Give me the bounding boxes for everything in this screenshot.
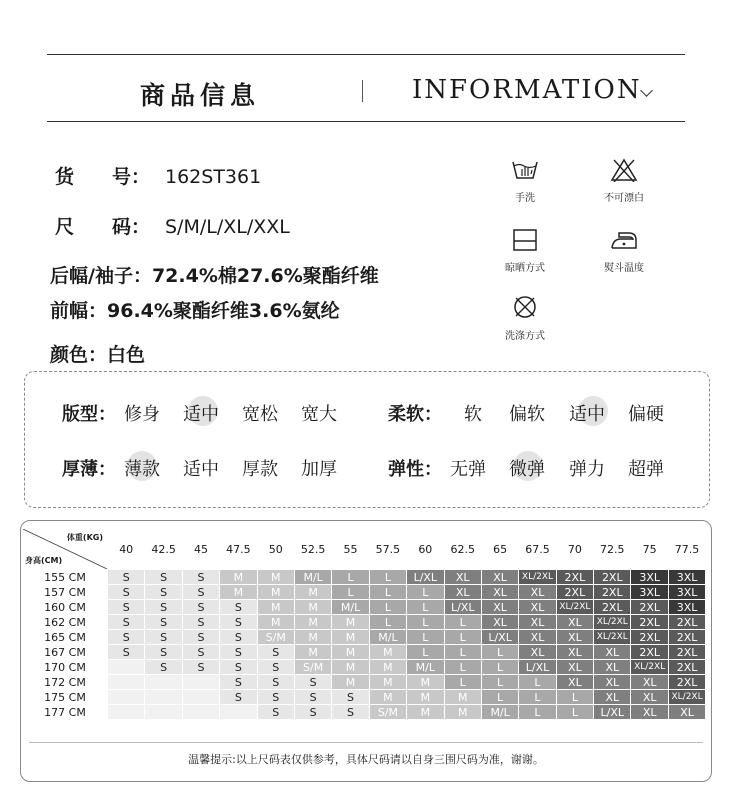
size-cell: L (407, 585, 444, 600)
size-cell: XL (481, 600, 518, 615)
size-cell: M (294, 585, 331, 600)
weight-col-header: 57.5 (369, 529, 406, 570)
size-cell: 2XL (631, 615, 668, 630)
size-cell: S (220, 600, 257, 615)
size-cell: L (369, 600, 406, 615)
front-label: 前幅： (50, 300, 108, 322)
fit-label: 版型： (62, 404, 116, 425)
size-cell: S (182, 630, 219, 645)
size-label: 尺 码： (55, 216, 151, 238)
height-row-header: 172 CM (23, 675, 108, 690)
size-cell: L/XL (407, 570, 444, 585)
height-row-header: 162 CM (23, 615, 108, 630)
size-cell: L/XL (444, 600, 481, 615)
softness-option: 偏硬 (628, 404, 664, 425)
size-cell: M (294, 630, 331, 645)
size-cell: 3XL (631, 570, 668, 585)
size-cell: S (108, 585, 145, 600)
size-cell: L (444, 645, 481, 660)
drying-icon (511, 228, 539, 252)
size-cell: XL (519, 585, 556, 600)
size-cell: S (332, 705, 369, 720)
care-no-bleach (594, 158, 654, 204)
sku-label: 货 号： (55, 166, 151, 188)
size-cell: L (332, 585, 369, 600)
fit-option: 适中 (183, 404, 219, 425)
size-cell: L (481, 660, 518, 675)
size-table-corner (23, 529, 108, 570)
weight-col-header: 62.5 (444, 529, 481, 570)
size-cell: S (108, 615, 145, 630)
color-value: 白色 (107, 344, 146, 366)
size-cell: XL (481, 615, 518, 630)
thickness-option: 薄款 (124, 459, 160, 480)
size-cell: M (444, 705, 481, 720)
size-cell: XL (556, 660, 593, 675)
title-cn: 商品信息 (140, 81, 261, 110)
size-cell: 2XL (556, 570, 593, 585)
softness-option: 偏软 (509, 404, 545, 425)
size-cell: S (257, 645, 294, 660)
care-caption-dry: 晾晒方式 (505, 263, 545, 274)
size-cell: M (257, 615, 294, 630)
size-cell: S (145, 660, 182, 675)
size-cell: M (444, 690, 481, 705)
size-cell: M (294, 615, 331, 630)
height-row-header: 175 CM (23, 690, 108, 705)
weight-col-header: 47.5 (220, 529, 257, 570)
size-cell: L (444, 615, 481, 630)
size-cell: L (369, 570, 406, 585)
size-table-header (23, 529, 706, 570)
size-cell: L (444, 630, 481, 645)
weight-col-header: 42.5 (145, 529, 182, 570)
elasticity-label: 弹性： (388, 459, 442, 480)
size-cell: L (481, 675, 518, 690)
size-cell: 2XL (668, 660, 705, 675)
size-cell: 2XL (631, 645, 668, 660)
color-line (50, 340, 145, 367)
size-cell: S (182, 570, 219, 585)
size-cell: M (407, 675, 444, 690)
size-cell: XL (481, 570, 518, 585)
size-cell: XL (481, 585, 518, 600)
softness-option: 适中 (569, 404, 605, 425)
size-cell: XL (594, 675, 631, 690)
size-cell: XL/2XL (556, 600, 593, 615)
size-cell: L (519, 705, 556, 720)
size-cell: M (332, 615, 369, 630)
size-cell: S (108, 630, 145, 645)
title-en: INFORMATION (412, 75, 642, 105)
size-cell: M (369, 645, 406, 660)
size-cell: L (444, 675, 481, 690)
size-cell: L (407, 600, 444, 615)
size-row (23, 705, 706, 720)
height-row-header: 177 CM (23, 705, 108, 720)
size-cell: XL (668, 705, 705, 720)
no-tumble-dry-icon (511, 294, 539, 320)
weight-col-header: 75 (631, 529, 668, 570)
weight-col-header: 60 (407, 529, 444, 570)
size-cell: S (182, 660, 219, 675)
size-cell: XL (556, 615, 593, 630)
back-value: 72.4%棉27.6%聚酯纤维 (151, 265, 379, 287)
size-cell: 2XL (668, 645, 705, 660)
size-cell: M (294, 600, 331, 615)
size-cell: XL (594, 690, 631, 705)
size-cell: 3XL (668, 570, 705, 585)
size-cell: XL (594, 660, 631, 675)
thickness-row (62, 455, 116, 481)
size-cell (220, 705, 257, 720)
weight-col-header: 55 (332, 529, 369, 570)
size-cell: XL (444, 570, 481, 585)
size-cell: M/L (332, 600, 369, 615)
size-cell: 2XL (668, 615, 705, 630)
size-cell: S (294, 690, 331, 705)
size-cell: M (332, 630, 369, 645)
size-cell: S/M (369, 705, 406, 720)
size-cell: M/L (294, 570, 331, 585)
size-cell: M/L (369, 630, 406, 645)
size-cell: L (407, 630, 444, 645)
size-cell: 2XL (631, 600, 668, 615)
thickness-option: 厚款 (242, 459, 278, 480)
size-cell: XL/2XL (594, 615, 631, 630)
size-cell: 2XL (668, 630, 705, 645)
size-cell: 2XL (594, 585, 631, 600)
size-note: 温馨提示:以上尺码表仅供参考，具体尺码请以自身三围尺码为准，谢谢。 (188, 753, 544, 766)
fit-option: 宽松 (242, 404, 278, 425)
attribute-box (24, 371, 710, 508)
header-bottom-rule (47, 121, 685, 122)
care-dry (495, 228, 555, 274)
size-cell: M (332, 645, 369, 660)
size-cell: XL (556, 630, 593, 645)
size-cell: XL (631, 690, 668, 705)
size-cell: S (257, 660, 294, 675)
size-cell (145, 690, 182, 705)
size-cell: M (369, 675, 406, 690)
size-cell: S (294, 675, 331, 690)
size-cell: 3XL (631, 585, 668, 600)
size-row (23, 660, 706, 675)
size-cell: S (257, 675, 294, 690)
size-cell: M/L (481, 705, 518, 720)
size-cell: M (332, 675, 369, 690)
size-row (23, 690, 706, 705)
care-caption-wash: 洗涤方式 (505, 331, 545, 342)
back-material-line (50, 261, 379, 288)
color-label: 颜色： (50, 344, 108, 366)
care-caption-no-bleach: 不可漂白 (604, 193, 644, 204)
size-cell: S/M (257, 630, 294, 645)
size-table-body (23, 570, 706, 720)
size-value: S/M/L/XL/XXL (165, 216, 290, 238)
size-cell: 2XL (668, 675, 705, 690)
size-cell: L (369, 585, 406, 600)
height-header: 身高(CM) (25, 556, 63, 565)
size-cell: XL (556, 675, 593, 690)
fit-option: 修身 (124, 404, 160, 425)
size-table (23, 529, 706, 720)
size-cell: M (257, 570, 294, 585)
size-row (23, 645, 706, 660)
size-cell: 3XL (668, 585, 705, 600)
size-cell: M (257, 585, 294, 600)
size-cell: L/XL (481, 630, 518, 645)
size-cell: L (369, 615, 406, 630)
size-cell: 2XL (594, 600, 631, 615)
size-cell: S (257, 705, 294, 720)
softness-row (388, 400, 442, 426)
size-cell: XL (519, 645, 556, 660)
height-row-header: 167 CM (23, 645, 108, 660)
size-cell: S (182, 585, 219, 600)
elasticity-option: 无弹 (450, 459, 486, 480)
height-row-header: 165 CM (23, 630, 108, 645)
elasticity-option: 超弹 (628, 459, 664, 480)
height-row-header: 155 CM (23, 570, 108, 585)
size-cell: M (257, 600, 294, 615)
size-cell: M (220, 570, 257, 585)
size-cell: M (407, 705, 444, 720)
size-cell (108, 660, 145, 675)
size-row (23, 675, 706, 690)
iron-icon (609, 228, 639, 252)
size-cell: S (145, 570, 182, 585)
care-hand-wash (495, 158, 555, 204)
size-cell: 2XL (556, 585, 593, 600)
size-cell: XL (519, 600, 556, 615)
thickness-label: 厚薄： (62, 459, 116, 480)
weight-col-header: 52.5 (294, 529, 331, 570)
thickness-option: 适中 (183, 459, 219, 480)
front-material-line (50, 296, 340, 323)
sku-value: 162ST361 (165, 166, 262, 188)
sku-line (55, 162, 261, 189)
size-cell: XL/2XL (668, 690, 705, 705)
weight-col-header: 40 (108, 529, 145, 570)
chevron-down-icon (640, 84, 653, 97)
size-cell: S (332, 690, 369, 705)
size-cell: L/XL (594, 705, 631, 720)
size-row (23, 615, 706, 630)
size-row (23, 630, 706, 645)
size-cell: L (556, 690, 593, 705)
title-separator (362, 80, 363, 102)
size-cell (182, 705, 219, 720)
size-cell: XL (631, 675, 668, 690)
size-cell: XL (556, 645, 593, 660)
size-line (55, 212, 290, 239)
size-cell: S (108, 645, 145, 660)
size-cell: S (182, 600, 219, 615)
weight-header: 体重(KG) (66, 533, 103, 542)
size-cell: S (145, 615, 182, 630)
size-cell: 2XL (631, 630, 668, 645)
size-cell: L (519, 675, 556, 690)
size-cell: L (481, 645, 518, 660)
height-row-header: 160 CM (23, 600, 108, 615)
size-cell: L (556, 705, 593, 720)
size-cell: XL/2XL (631, 660, 668, 675)
size-row (23, 600, 706, 615)
size-cell: S (220, 675, 257, 690)
size-cell: M (220, 585, 257, 600)
size-cell: XL/2XL (594, 630, 631, 645)
front-value: 96.4%聚酯纤维3.6%氨纶 (107, 300, 340, 322)
size-cell: L (332, 570, 369, 585)
size-cell: XL/2XL (519, 570, 556, 585)
size-cell: S (220, 645, 257, 660)
size-cell: XL (519, 615, 556, 630)
no-bleach-icon (610, 158, 638, 182)
size-cell: S (220, 660, 257, 675)
hand-wash-icon (511, 158, 539, 182)
elasticity-option: 弹力 (569, 459, 605, 480)
care-iron (594, 228, 654, 274)
size-cell (182, 690, 219, 705)
size-cell (145, 675, 182, 690)
care-wash (495, 294, 555, 342)
size-cell: 3XL (668, 600, 705, 615)
size-cell (108, 705, 145, 720)
size-cell (108, 690, 145, 705)
size-cell: L (407, 615, 444, 630)
note-divider (29, 742, 703, 743)
size-cell (145, 705, 182, 720)
weight-col-header: 70 (556, 529, 593, 570)
size-cell: S (220, 615, 257, 630)
size-cell: S (257, 690, 294, 705)
size-cell: XL (631, 705, 668, 720)
fit-option: 宽大 (301, 404, 337, 425)
softness-label: 柔软： (388, 404, 442, 425)
weight-col-header: 65 (481, 529, 518, 570)
elasticity-row (388, 455, 442, 481)
weight-col-header: 67.5 (519, 529, 556, 570)
weight-col-header: 45 (182, 529, 219, 570)
care-caption-hand-wash: 手洗 (515, 193, 535, 204)
size-cell: M (294, 645, 331, 660)
top-rule (47, 54, 685, 55)
weight-col-header: 50 (257, 529, 294, 570)
softness-option: 软 (464, 404, 482, 425)
size-cell: M (369, 690, 406, 705)
thickness-option: 加厚 (301, 459, 337, 480)
weight-col-header: 72.5 (594, 529, 631, 570)
size-cell: S (182, 645, 219, 660)
size-cell: S (220, 630, 257, 645)
size-cell: XL (519, 630, 556, 645)
size-cell: XL (594, 645, 631, 660)
size-cell: L (444, 660, 481, 675)
size-cell: 2XL (594, 570, 631, 585)
height-row-header: 170 CM (23, 660, 108, 675)
size-cell: M/L (407, 660, 444, 675)
size-row (23, 585, 706, 600)
size-table-card (20, 520, 712, 782)
size-cell: S (220, 690, 257, 705)
size-cell: S (145, 645, 182, 660)
size-row (23, 570, 706, 585)
size-cell: L/XL (519, 660, 556, 675)
size-cell: S (145, 600, 182, 615)
fit-row (62, 400, 116, 426)
size-cell: M (407, 690, 444, 705)
care-caption-iron: 熨斗温度 (604, 263, 644, 274)
size-cell (108, 675, 145, 690)
size-cell: S (108, 570, 145, 585)
size-cell: L (407, 645, 444, 660)
elasticity-option: 微弹 (509, 459, 545, 480)
size-cell: S (145, 630, 182, 645)
size-cell: S (294, 705, 331, 720)
size-cell: S/M (294, 660, 331, 675)
size-cell (182, 675, 219, 690)
size-cell: S (108, 600, 145, 615)
size-cell: M (369, 660, 406, 675)
size-cell: L (481, 690, 518, 705)
weight-col-header: 77.5 (668, 529, 705, 570)
height-row-header: 157 CM (23, 585, 108, 600)
size-cell: S (145, 585, 182, 600)
size-cell: S (182, 615, 219, 630)
back-label: 后幅/袖子： (50, 265, 152, 287)
size-cell: XL (444, 585, 481, 600)
size-cell: M (332, 660, 369, 675)
size-cell: L (519, 690, 556, 705)
